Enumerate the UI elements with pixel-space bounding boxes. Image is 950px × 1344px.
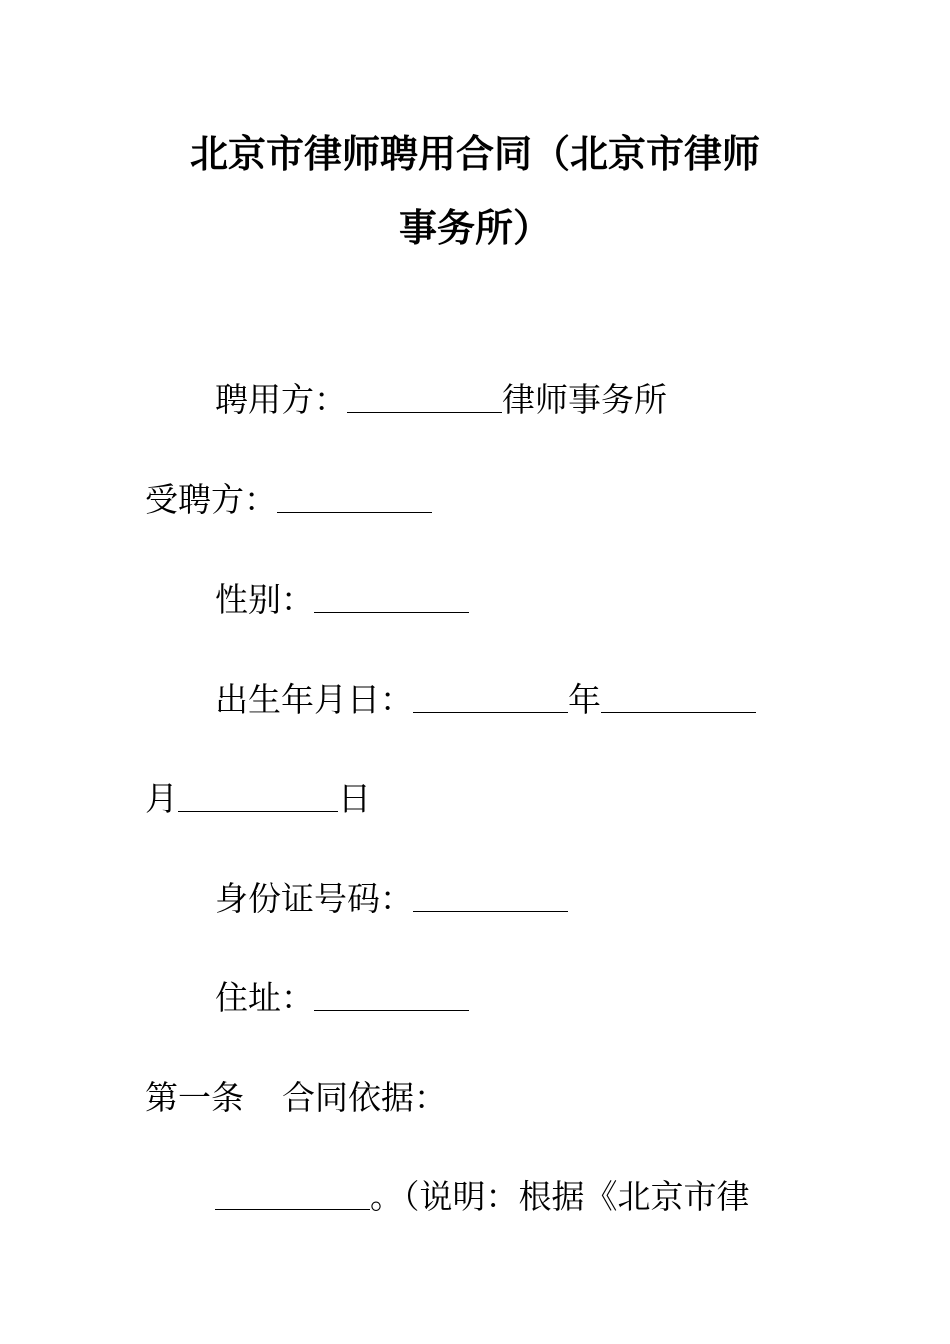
id-label: 身份证号码： (215, 879, 413, 918)
day-char: 日 (338, 779, 371, 818)
article-1-text: 。（说明：根据《北京市律 (370, 1177, 750, 1216)
id-line (215, 877, 568, 921)
employee-line (145, 478, 432, 522)
article-1-blank (215, 1208, 370, 1210)
article-1-body (215, 1175, 750, 1219)
document-title-line-1: 北京市律师聘用合同（北京市律师 (189, 131, 760, 176)
employer-label: 聘用方： (215, 380, 347, 419)
employee-label: 受聘方： (145, 480, 277, 519)
birth-year-blank (413, 711, 568, 713)
document-title-line-2: 事务所） (398, 205, 551, 250)
employer-line (215, 378, 667, 422)
article-1-number: 第一条 (145, 1078, 244, 1117)
employee-blank (277, 511, 432, 513)
gender-blank (314, 611, 469, 613)
address-blank (314, 1009, 469, 1011)
id-blank (413, 910, 568, 912)
birth-line-continued (145, 777, 371, 821)
article-1-heading (145, 1076, 447, 1120)
birth-label: 出生年月日： (215, 680, 413, 719)
month-char: 月 (145, 779, 178, 818)
employer-suffix: 律师事务所 (502, 380, 667, 419)
birth-day-blank (178, 810, 338, 812)
article-1-title: 合同依据： (282, 1078, 447, 1117)
address-label: 住址： (215, 978, 314, 1017)
gender-label: 性别： (215, 580, 314, 619)
address-line (215, 976, 469, 1020)
birth-month-blank (601, 711, 756, 713)
birth-line (215, 678, 756, 722)
employer-blank (347, 411, 502, 413)
gender-line (215, 578, 469, 622)
year-char: 年 (568, 680, 601, 719)
